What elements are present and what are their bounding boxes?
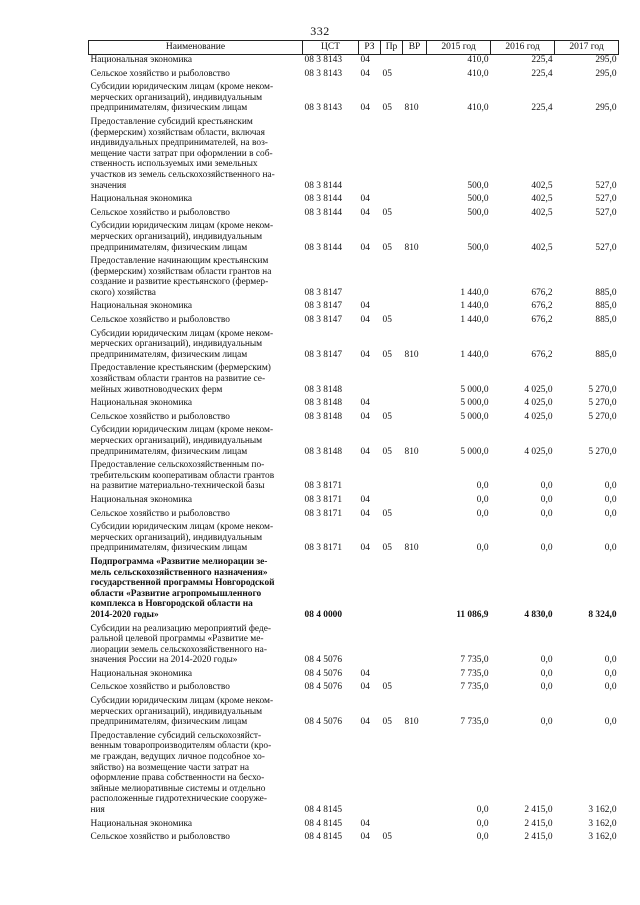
row-cst: 08 4 5076 <box>304 668 342 679</box>
row-2015: 0,0 <box>476 805 489 815</box>
row-name: Субсидии юридическим лицам (кроме неком- мерческих организаций), индивидуальным предпринимателям, физическим лицам <box>90 522 274 554</box>
row-cst: 08 3 8143 <box>304 103 342 114</box>
row-rz: 04 <box>360 315 370 326</box>
row-2015: 410,0 <box>467 103 489 114</box>
row-pr <box>381 731 403 819</box>
table-body <box>89 55 619 846</box>
row-2016: 0,0 <box>540 508 553 519</box>
row-2015: 7 735,0 <box>460 668 489 679</box>
row-2017: 527,0 <box>595 207 617 218</box>
row-pr: 05 <box>382 68 392 79</box>
row-pr <box>381 194 403 208</box>
row-name: Предоставление сельскохозяйственным по- требительским кооперативам области грантов на развитие материально-технической базы <box>90 460 275 492</box>
row-vr <box>403 117 427 194</box>
row-2016: 402,5 <box>531 207 553 218</box>
row-cst: 08 4 8145 <box>304 805 342 815</box>
row-vr: 810 <box>404 242 419 253</box>
table-row <box>89 301 619 315</box>
row-name: Сельское хозяйство и рыболовство <box>90 832 230 843</box>
row-name: Субсидии юридическим лицам (кроме неком- мерческих организаций), индивидуальным предпринимателям, физическим лицам <box>90 425 274 457</box>
table-row <box>89 82 619 117</box>
row-2016: 225,4 <box>531 68 553 79</box>
row-vr <box>403 819 427 833</box>
table-row <box>89 832 619 846</box>
row-rz: 04 <box>360 446 370 457</box>
table-row <box>89 731 619 819</box>
row-2016: 676,2 <box>531 301 553 312</box>
table-row <box>89 412 619 426</box>
row-2017: 885,0 <box>595 349 617 360</box>
row-2016: 676,2 <box>531 349 553 360</box>
row-2016: 4 025,0 <box>524 398 553 409</box>
row-2017: 527,0 <box>595 180 617 191</box>
row-pr: 05 <box>382 349 392 360</box>
row-pr: 05 <box>382 411 392 422</box>
row-rz: 04 <box>360 242 370 253</box>
row-pr: 05 <box>382 543 392 554</box>
row-cst: 08 3 8171 <box>304 508 342 519</box>
row-2017: 295,0 <box>595 103 617 114</box>
row-cst: 08 3 8147 <box>304 315 342 326</box>
row-cst: 08 3 8171 <box>304 481 342 492</box>
row-pr <box>381 557 403 624</box>
row-2016: 0,0 <box>540 717 553 728</box>
row-pr <box>381 256 403 301</box>
row-2015: 7 735,0 <box>460 655 489 666</box>
row-2015: 5 000,0 <box>460 446 489 457</box>
row-vr <box>403 832 427 846</box>
row-2016: 4 025,0 <box>524 411 553 422</box>
row-2017: 527,0 <box>595 242 617 253</box>
row-2015: 5 000,0 <box>460 398 489 409</box>
table-row <box>89 557 619 624</box>
row-2015: 0,0 <box>476 494 489 505</box>
row-2017: 885,0 <box>595 315 617 326</box>
row-name: Субсидии юридическим лицам (кроме неком- мерческих организаций), индивидуальным предпринимателям, физическим лицам <box>90 328 274 360</box>
table-row <box>89 669 619 683</box>
row-pr <box>381 55 403 69</box>
row-rz: 04 <box>360 207 370 218</box>
row-2017: 0,0 <box>604 655 617 666</box>
row-name: Национальная экономика <box>90 668 193 679</box>
row-2017: 3 162,0 <box>588 805 617 815</box>
header-2016: 2016 год <box>491 41 555 55</box>
table-row <box>89 363 619 398</box>
row-rz: 04 <box>360 194 370 205</box>
row-cst: 08 3 8143 <box>304 68 342 79</box>
row-rz: 04 <box>360 818 370 829</box>
row-2017: 5 270,0 <box>588 398 617 409</box>
row-2017: 3 162,0 <box>588 818 617 829</box>
row-vr <box>403 301 427 315</box>
row-vr <box>403 460 427 495</box>
row-name: Предоставление субсидий сельскохозяйст- венным товаропроизводителям области (кро- ме граждан, ведущих личное подсобное хо- зяйство) на возмещение части затрат на оформление права собственности на бесхо- зяйные мелиоративные системы и отдельно расположенные гидротехнические сооруже- ния <box>90 730 272 815</box>
table-row <box>89 682 619 696</box>
row-2016: 225,4 <box>531 55 553 65</box>
row-2016: 4 830,0 <box>524 609 553 620</box>
row-pr <box>381 117 403 194</box>
header-2015: 2015 год <box>427 41 491 55</box>
row-rz: 04 <box>360 494 370 505</box>
row-2016: 402,5 <box>531 180 553 191</box>
row-vr <box>403 669 427 683</box>
row-2015: 1 440,0 <box>460 287 489 298</box>
row-cst: 08 3 8171 <box>304 494 342 505</box>
row-cst: 08 3 8147 <box>304 349 342 360</box>
row-vr <box>403 69 427 83</box>
row-2016: 2 415,0 <box>524 818 553 829</box>
row-name: Национальная экономика <box>90 194 193 205</box>
row-rz <box>359 363 381 398</box>
table-row <box>89 69 619 83</box>
row-cst: 08 3 8147 <box>304 301 342 312</box>
row-rz: 04 <box>360 508 370 519</box>
row-rz: 04 <box>360 411 370 422</box>
row-cst: 08 3 8144 <box>304 180 342 191</box>
row-vr <box>403 398 427 412</box>
row-pr <box>381 301 403 315</box>
table-row <box>89 398 619 412</box>
row-vr <box>403 731 427 819</box>
row-cst: 08 3 8144 <box>304 207 342 218</box>
table-row <box>89 221 619 256</box>
row-pr <box>381 819 403 833</box>
row-pr: 05 <box>382 446 392 457</box>
table-row <box>89 522 619 557</box>
row-pr: 05 <box>382 315 392 326</box>
row-2016: 0,0 <box>540 668 553 679</box>
row-pr <box>381 495 403 509</box>
row-vr: 810 <box>404 717 419 728</box>
row-pr: 05 <box>382 717 392 728</box>
row-cst: 08 3 8148 <box>304 384 342 395</box>
row-2016: 0,0 <box>540 494 553 505</box>
row-name: Национальная экономика <box>90 301 193 312</box>
row-rz: 04 <box>360 68 370 79</box>
row-2017: 3 162,0 <box>588 832 617 843</box>
row-vr <box>403 256 427 301</box>
table-row <box>89 315 619 329</box>
row-vr <box>403 495 427 509</box>
row-2017: 0,0 <box>604 682 617 693</box>
row-pr: 05 <box>382 832 392 843</box>
row-name: Сельское хозяйство и рыболовство <box>90 315 230 326</box>
header-vr: ВР <box>403 41 427 55</box>
row-pr: 05 <box>382 682 392 693</box>
row-2017: 8 324,0 <box>588 609 617 620</box>
row-vr <box>403 208 427 222</box>
row-vr <box>403 363 427 398</box>
row-rz <box>359 731 381 819</box>
table-row <box>89 460 619 495</box>
row-2017: 0,0 <box>604 543 617 554</box>
row-2015: 0,0 <box>476 543 489 554</box>
row-vr: 810 <box>404 103 419 114</box>
row-vr: 810 <box>404 446 419 457</box>
row-2015: 0,0 <box>476 481 489 492</box>
row-pr <box>381 398 403 412</box>
row-vr <box>403 412 427 426</box>
header-pr: Пр <box>381 41 403 55</box>
row-2017: 0,0 <box>604 494 617 505</box>
row-2017: 295,0 <box>595 68 617 79</box>
row-name: Субсидии юридическим лицам (кроме неком- мерческих организаций), индивидуальным предпринимателям, физическим лицам <box>90 82 274 114</box>
row-rz: 04 <box>360 832 370 843</box>
row-vr <box>403 682 427 696</box>
row-2017: 5 270,0 <box>588 384 617 395</box>
row-2017: 0,0 <box>604 668 617 679</box>
table-row <box>89 425 619 460</box>
row-vr <box>403 624 427 669</box>
row-2017: 295,0 <box>595 55 617 65</box>
row-2016: 225,4 <box>531 103 553 114</box>
row-2017: 0,0 <box>604 481 617 492</box>
row-2015: 0,0 <box>476 508 489 519</box>
row-vr <box>403 194 427 208</box>
row-name: Сельское хозяйство и рыболовство <box>90 68 230 79</box>
row-rz <box>359 460 381 495</box>
row-2015: 500,0 <box>467 207 489 218</box>
budget-table <box>88 40 619 846</box>
row-2015: 5 000,0 <box>460 411 489 422</box>
row-rz <box>359 256 381 301</box>
row-cst: 08 4 0000 <box>304 609 342 620</box>
row-cst: 08 3 8171 <box>304 543 342 554</box>
row-2016: 0,0 <box>540 655 553 666</box>
row-rz: 04 <box>360 55 370 65</box>
row-2015: 1 440,0 <box>460 301 489 312</box>
table-row <box>89 55 619 69</box>
row-cst: 08 3 8144 <box>304 242 342 253</box>
row-vr: 810 <box>404 543 419 554</box>
header-cst: ЦСТ <box>303 41 359 55</box>
row-2017: 0,0 <box>604 508 617 519</box>
row-cst: 08 3 8148 <box>304 398 342 409</box>
row-2016: 4 025,0 <box>524 384 553 395</box>
row-vr: 810 <box>404 349 419 360</box>
row-rz: 04 <box>360 682 370 693</box>
row-rz <box>359 117 381 194</box>
row-name: Предоставление крестьянским (фермерским) хозяйствам области грантов на развитие се- мейных животноводческих ферм <box>90 363 271 395</box>
row-2015: 1 440,0 <box>460 315 489 326</box>
row-name: Национальная экономика <box>90 818 193 829</box>
row-pr: 05 <box>382 508 392 519</box>
row-rz: 04 <box>360 103 370 114</box>
row-rz: 04 <box>360 668 370 679</box>
row-pr: 05 <box>382 207 392 218</box>
row-cst: 08 3 8148 <box>304 411 342 422</box>
row-2016: 2 415,0 <box>524 805 553 815</box>
row-cst: 08 4 5076 <box>304 717 342 728</box>
row-cst: 08 4 5076 <box>304 655 342 666</box>
table-row <box>89 495 619 509</box>
row-2016: 2 415,0 <box>524 832 553 843</box>
row-2017: 0,0 <box>604 717 617 728</box>
row-2016: 0,0 <box>540 543 553 554</box>
table-row <box>89 624 619 669</box>
row-2017: 5 270,0 <box>588 446 617 457</box>
table-row <box>89 509 619 523</box>
row-cst: 08 3 8147 <box>304 287 342 298</box>
table-row <box>89 696 619 731</box>
row-2015: 500,0 <box>467 180 489 191</box>
header-2017: 2017 год <box>555 41 619 55</box>
row-2016: 4 025,0 <box>524 446 553 457</box>
row-2015: 5 000,0 <box>460 384 489 395</box>
row-pr <box>381 624 403 669</box>
row-vr <box>403 55 427 69</box>
row-2016: 402,5 <box>531 242 553 253</box>
row-pr <box>381 669 403 683</box>
row-name: Предоставление начинающим крестьянским (фермерским) хозяйствам области грантов на создание и развитие крестьянского (фермер- ского) хозяйства <box>90 256 272 298</box>
row-name: Национальная экономика <box>90 398 193 409</box>
row-cst: 08 4 8145 <box>304 832 342 843</box>
row-2016: 0,0 <box>540 682 553 693</box>
row-rz: 04 <box>360 398 370 409</box>
row-name: Сельское хозяйство и рыболовство <box>90 411 230 422</box>
row-cst: 08 3 8144 <box>304 194 342 205</box>
row-rz: 04 <box>360 543 370 554</box>
row-2016: 0,0 <box>540 481 553 492</box>
row-pr: 05 <box>382 242 392 253</box>
table-row <box>89 256 619 301</box>
row-name: Сельское хозяйство и рыболовство <box>90 682 230 693</box>
row-cst: 08 3 8143 <box>304 55 342 65</box>
row-2017: 885,0 <box>595 301 617 312</box>
row-name: Субсидии на реализацию мероприятий феде- ральной целевой программы «Развитие ме- лиорации земель сельскохозяйственного на- значения России на 2014-2020 годы» <box>90 623 271 666</box>
row-rz: 04 <box>360 301 370 312</box>
table-row <box>89 117 619 194</box>
row-2017: 5 270,0 <box>588 411 617 422</box>
row-2016: 676,2 <box>531 287 553 298</box>
header-rz: РЗ <box>359 41 381 55</box>
table-row <box>89 208 619 222</box>
row-name: Национальная экономика <box>90 55 193 65</box>
row-name: Подпрограмма «Развитие мелиорации зе- мель сельскохозяйственного назначения» государственной программы Новгородской области «Развитие агропромышленного комплекса в Новгородской области на 2014-2020 годы» <box>90 556 275 620</box>
row-cst: 08 4 8145 <box>304 818 342 829</box>
row-2017: 885,0 <box>595 287 617 298</box>
row-2017: 527,0 <box>595 194 617 205</box>
row-vr <box>403 557 427 624</box>
row-2015: 410,0 <box>467 55 489 65</box>
row-cst: 08 3 8148 <box>304 446 342 457</box>
row-name: Субсидии юридическим лицам (кроме неком- мерческих организаций), индивидуальным предпринимателям, физическим лицам <box>90 221 274 253</box>
row-name: Предоставление субсидий крестьянским (фермерским) хозяйствам области, включая индивидуальных предпринимателей, на воз- мещение части затрат при оформлении в соб- ственность используемых ими земельных участков из земель сельскохозяйственного на- значения <box>90 116 275 191</box>
row-2016: 402,5 <box>531 194 553 205</box>
row-vr <box>403 509 427 523</box>
row-2015: 11 086,9 <box>456 609 489 620</box>
header-name: Наименование <box>89 41 303 55</box>
row-name: Субсидии юридическим лицам (кроме неком- мерческих организаций), индивидуальным предпринимателям, физическим лицам <box>90 696 274 728</box>
table-row <box>89 329 619 364</box>
row-name: Сельское хозяйство и рыболовство <box>90 508 230 519</box>
row-rz <box>359 624 381 669</box>
row-rz <box>359 557 381 624</box>
row-2015: 0,0 <box>476 818 489 829</box>
row-pr <box>381 363 403 398</box>
row-name: Национальная экономика <box>90 494 193 505</box>
row-2015: 500,0 <box>467 242 489 253</box>
row-2015: 500,0 <box>467 194 489 205</box>
row-2015: 7 735,0 <box>460 682 489 693</box>
row-2015: 410,0 <box>467 68 489 79</box>
row-cst: 08 4 5076 <box>304 682 342 693</box>
table-row <box>89 819 619 833</box>
row-rz: 04 <box>360 717 370 728</box>
row-rz: 04 <box>360 349 370 360</box>
table-row <box>89 194 619 208</box>
row-name: Сельское хозяйство и рыболовство <box>90 207 230 218</box>
row-2016: 676,2 <box>531 315 553 326</box>
row-2015: 1 440,0 <box>460 349 489 360</box>
row-vr <box>403 315 427 329</box>
row-pr: 05 <box>382 103 392 114</box>
row-2015: 0,0 <box>476 832 489 843</box>
table-header <box>89 41 619 55</box>
row-2015: 7 735,0 <box>460 717 489 728</box>
page-number: 332 <box>310 24 330 38</box>
row-pr <box>381 460 403 495</box>
